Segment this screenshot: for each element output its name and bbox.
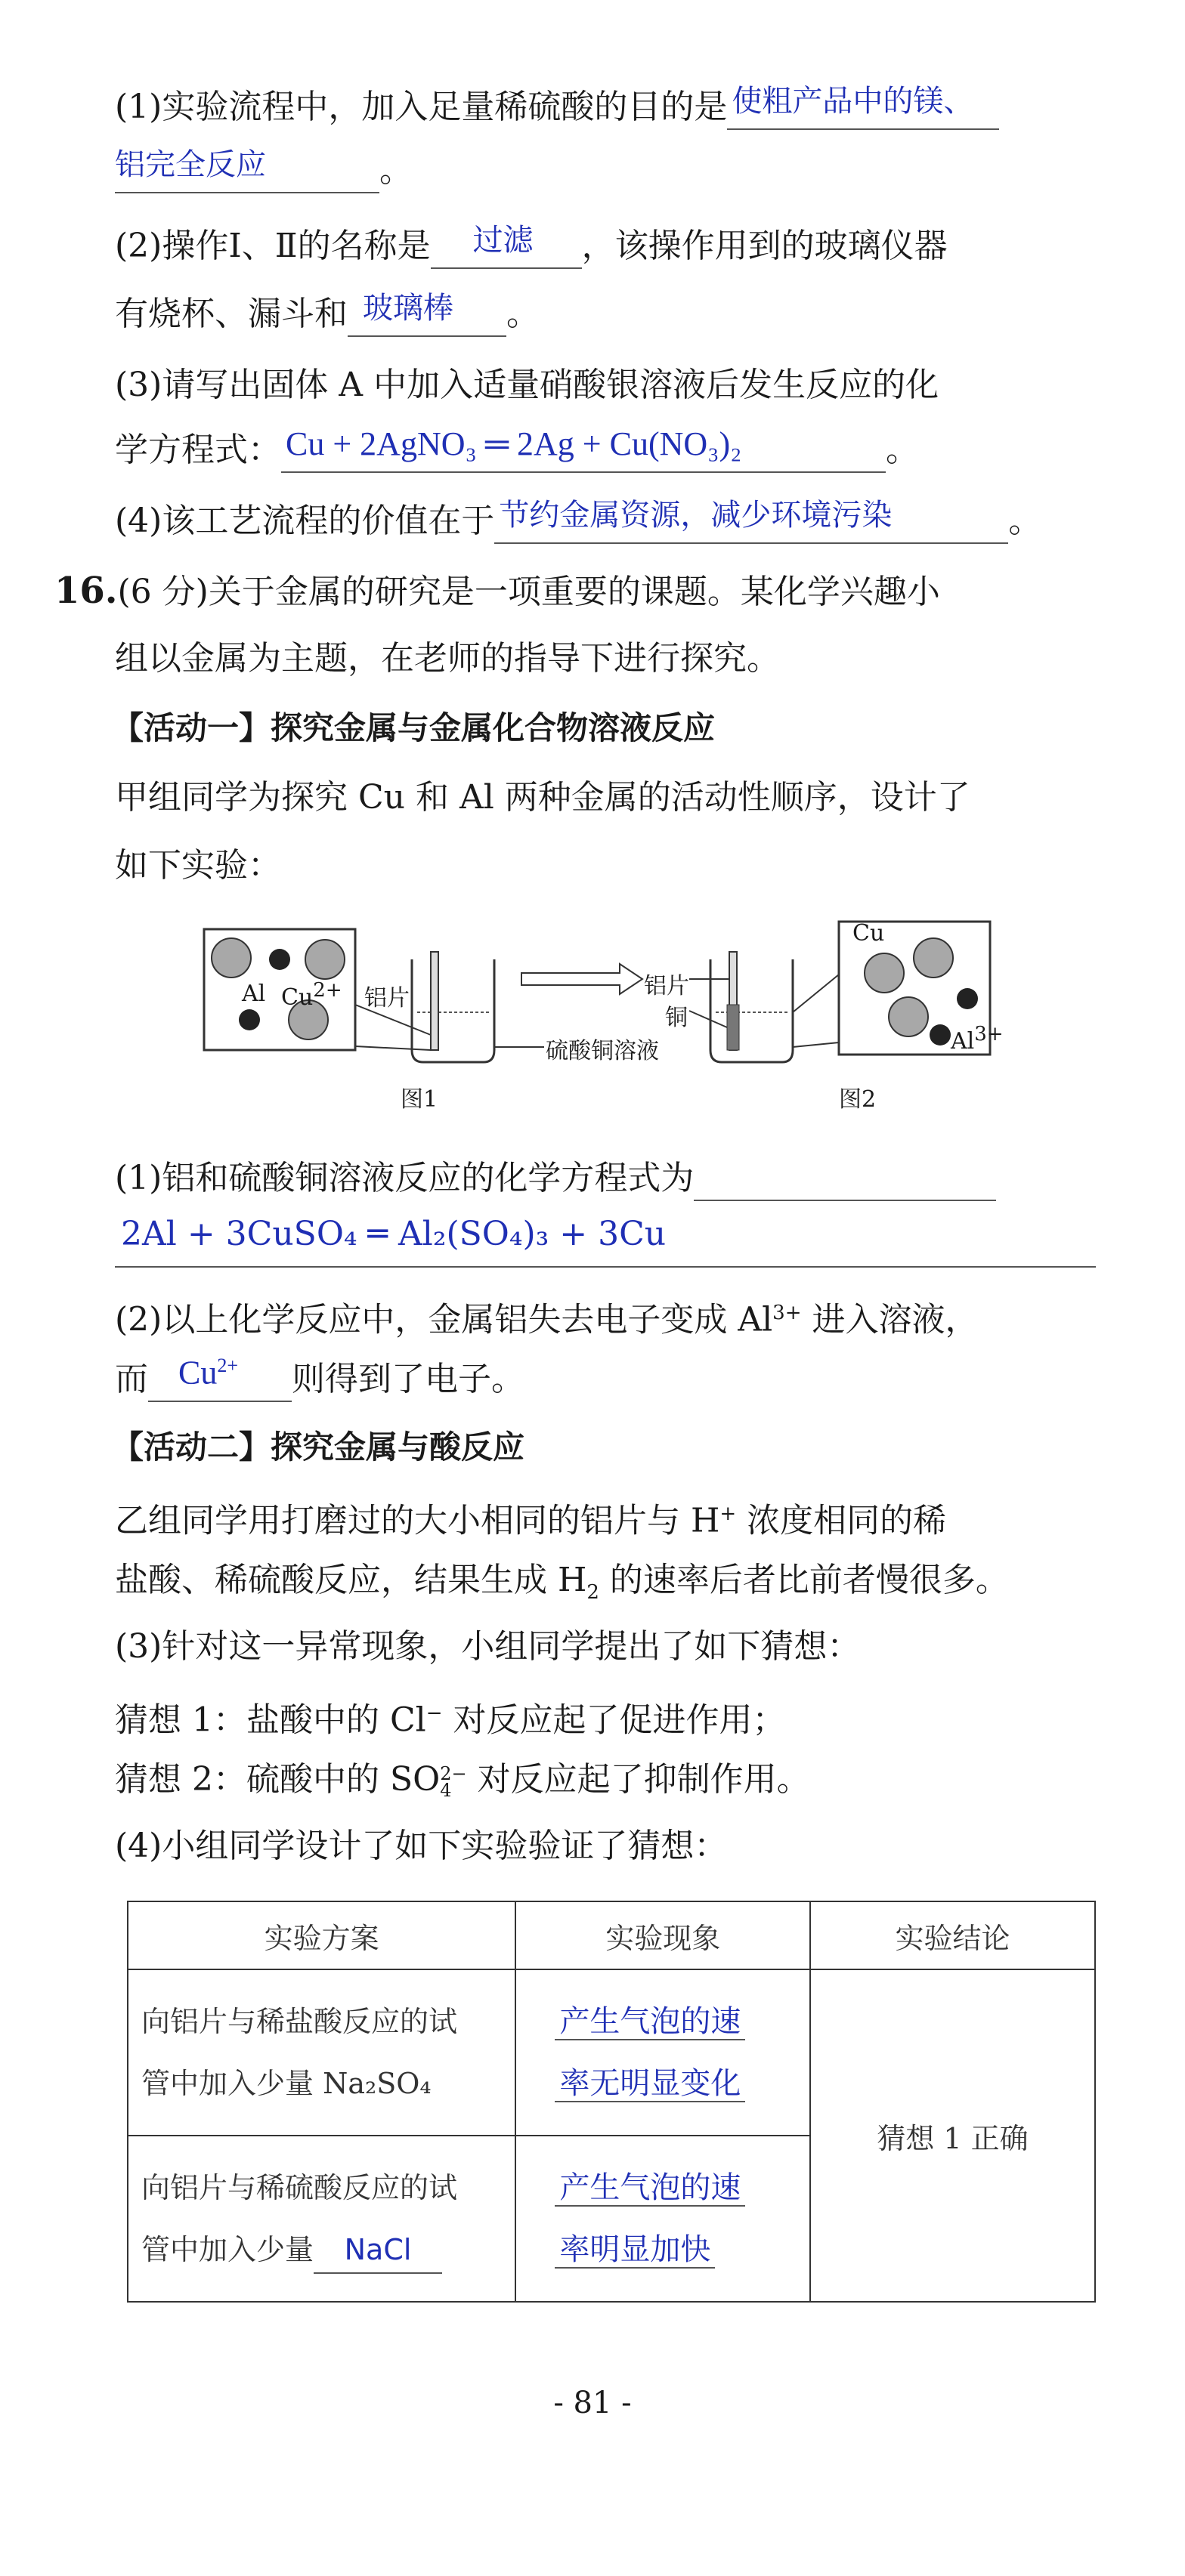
guess1 xyxy=(115,1691,786,1744)
q16-part1-blank-start xyxy=(694,1156,996,1201)
fig2-al3-text: Al xyxy=(951,1028,975,1055)
q16-part2-answer-charge: 2+ xyxy=(217,1354,239,1377)
cu-atom-circle xyxy=(914,938,953,978)
q15-part1-text: (1)实验流程中，加入足量稀硫酸的目的是 xyxy=(115,88,728,126)
reaction-arrow-icon xyxy=(521,964,642,994)
guess2-sup: 2− xyxy=(440,1762,467,1784)
q15-part2-answer2: 玻璃棒 xyxy=(363,291,453,326)
row2-observation-line2 xyxy=(517,2219,809,2281)
table-row xyxy=(128,1969,1095,2136)
aluminum-sheet xyxy=(431,952,438,1050)
fig1-al-label: Al xyxy=(242,981,266,1007)
q16-part2-line1 xyxy=(115,1290,979,1343)
q15-part1-line1 xyxy=(115,85,999,130)
q15-part3-line2 xyxy=(115,425,919,473)
q15-part4-end: 。 xyxy=(1008,502,1042,540)
q15-part1-answer-a: 使粗产品中的镁、 xyxy=(732,84,974,119)
q16-part2-line2 xyxy=(115,1354,524,1402)
al-ion-dot xyxy=(930,1024,951,1046)
row2-observation xyxy=(515,2136,810,2302)
q15-part3-blank xyxy=(281,425,886,473)
q15-part1-end: 。 xyxy=(379,151,413,190)
q15-part3-line2-text: 学方程式： xyxy=(115,431,281,469)
page-number: - 81 - xyxy=(553,2386,632,2420)
al-ion-dot xyxy=(957,988,978,1009)
q15-part3-end: 。 xyxy=(886,431,919,469)
fig1-caption: 图1 xyxy=(401,1086,438,1113)
guess1-text-a: 猜想 1：盐酸中的 Cl xyxy=(115,1700,426,1740)
activity2-text-line1 xyxy=(115,1491,946,1544)
guess2-ion-script xyxy=(440,1762,467,1801)
q16-intro-line1 xyxy=(54,568,940,615)
fig2-cu-label: Cu xyxy=(852,920,885,947)
q16-part1-text: (1)铝和硫酸铜溶液反应的化学方程式为 xyxy=(115,1159,695,1197)
experiment-figure xyxy=(181,914,1013,1141)
q15-part1-blank xyxy=(727,85,999,130)
q15-part1-answer-b: 铝完全反应 xyxy=(115,147,266,182)
q15-part2-blank xyxy=(431,224,582,269)
cu-ion-dot xyxy=(269,949,290,970)
q15-part4-blank xyxy=(494,499,1008,544)
q16-part4-text: (4)小组同学设计了如下实验验证了猜想： xyxy=(115,1827,728,1865)
q16-number: 16. xyxy=(54,570,118,612)
activity2-text-a2: 浓度相同的稀 xyxy=(736,1501,947,1540)
activity2-text-b2: 的速率后者比前者慢很多。 xyxy=(599,1561,1009,1599)
fig2-copper-label: 铜 xyxy=(665,1005,688,1031)
zoom-line xyxy=(355,1046,431,1050)
guess2 xyxy=(115,1757,810,1802)
q15-part2-line2-text: 有烧杯、漏斗和 xyxy=(115,295,348,333)
beaker1 xyxy=(412,959,494,1062)
zoom-line xyxy=(793,974,839,1012)
activity1-text-line2: 如下实验： xyxy=(115,846,281,885)
activity1-heading: 【活动一】探究金属与金属化合物溶液反应 xyxy=(112,709,716,746)
zoom-line xyxy=(793,1042,839,1047)
q16-part2-answer-text: Cu xyxy=(178,1354,218,1391)
cu-ion-dot xyxy=(239,1009,260,1030)
guess2-sub: 4 xyxy=(440,1779,452,1801)
fig2-al3-label xyxy=(951,1023,1004,1055)
conclusion-cell: 猜想 1 正确 xyxy=(810,1969,1095,2302)
al-atom-circle xyxy=(212,938,251,978)
activity2-heading: 【活动二】探究金属与酸反应 xyxy=(112,1429,525,1466)
q16-part2-sup: 3+ xyxy=(772,1302,802,1324)
q15-part2-mid: ，该操作用到的玻璃仪器 xyxy=(581,227,948,265)
q16-part1-answer: 2Al + 3CuSO₄ ═ Al₂(SO₄)₃ + 3Cu xyxy=(121,1215,667,1253)
experiment-table xyxy=(127,1901,1096,2303)
row2-observation-line1 xyxy=(517,2157,809,2219)
fig1-cu2-charge: 2+ xyxy=(313,979,342,1002)
row2-plan-line2 xyxy=(129,2219,514,2281)
table-header-observation: 实验现象 xyxy=(515,1901,810,1969)
q16-part2-line2-text: 而 xyxy=(115,1360,148,1398)
q15-part2-answer: 过滤 xyxy=(472,223,534,258)
q15-part1-blank2 xyxy=(115,148,379,193)
q15-part2-text: (2)操作Ⅰ、Ⅱ的名称是 xyxy=(115,227,431,265)
fig1-cu2-text: Cu xyxy=(281,984,314,1011)
fig2-al3-charge: 3+ xyxy=(974,1023,1004,1046)
row1-observation xyxy=(515,1969,810,2136)
cu-atom-circle xyxy=(865,953,904,993)
row1-observation-line1 xyxy=(517,1991,809,2052)
q15-part1-line2 xyxy=(115,148,413,193)
q16-part3-text: (3)针对这一异常现象，小组同学提出了如下猜想： xyxy=(115,1627,861,1666)
q16-intro-a: (6 分)关于金属的研究是一项重要的课题。某化学兴趣小 xyxy=(117,573,940,611)
q16-part1-answer-line xyxy=(115,1266,1096,1268)
activity2-text-b1: 盐酸、稀硫酸反应，结果生成 H xyxy=(115,1561,587,1599)
copper-deposit xyxy=(727,1005,739,1050)
guess2-text-b: 对反应起了抑制作用。 xyxy=(466,1760,810,1799)
q15-part2-end: 。 xyxy=(506,295,540,333)
row1-observation-answer-a: 产生气泡的速 xyxy=(555,2004,745,2040)
guess1-sup: − xyxy=(425,1702,443,1725)
activity2-h2-sub: 2 xyxy=(586,1580,599,1604)
beaker2 xyxy=(710,959,793,1062)
fig1-al-sheet-label: 铝片 xyxy=(364,985,410,1012)
q15-part4-text: (4)该工艺流程的价值在于 xyxy=(115,502,495,540)
guess2-text-a: 猜想 2：硫酸中的 SO xyxy=(115,1760,441,1799)
copper-label-line xyxy=(689,1011,727,1027)
table-header-row xyxy=(128,1901,1095,1969)
q15-part2-line1 xyxy=(115,224,948,269)
cu-atom-circle xyxy=(889,997,928,1036)
activity2-text-line2 xyxy=(115,1558,1009,1615)
row1-plan xyxy=(128,1969,515,2136)
activity2-hplus-sup: + xyxy=(719,1503,737,1525)
q16-part2-end: 则得到了电子。 xyxy=(292,1360,524,1398)
row2-plan-blank: NaCl xyxy=(314,2227,442,2274)
row2-plan xyxy=(128,2136,515,2302)
activity1-text-line1: 甲组同学为探究 Cu 和 Al 两种金属的活动性顺序，设计了 xyxy=(115,778,970,817)
q16-part2-blank xyxy=(148,1354,292,1402)
fig2-caption: 图2 xyxy=(839,1086,877,1113)
table-header-plan: 实验方案 xyxy=(128,1901,515,1969)
fig1-solution-label: 硫酸铜溶液 xyxy=(546,1038,659,1064)
fig1-cu2-label xyxy=(281,979,342,1011)
row2-plan-line1: 向铝片与稀硫酸反应的试 xyxy=(141,2171,458,2204)
q15-part3-answer: Cu + 2AgNO₃ ═ 2Ag + Cu(NO₃)₂ xyxy=(286,425,742,462)
q15-part3-line1: (3)请写出固体 A 中加入适量硝酸银溶液后发生反应的化 xyxy=(115,366,939,404)
q16-part1-line1 xyxy=(115,1156,996,1201)
al-atom-circle xyxy=(305,940,345,979)
row1-observation-answer-b: 率无明显变化 xyxy=(555,2066,745,2102)
q16-part2-text-b: 进入溶液， xyxy=(801,1300,979,1339)
row1-plan-line2: 管中加入少量 Na₂SO₄ xyxy=(141,2067,432,2100)
row2-plan-text: 管中加入少量 xyxy=(141,2233,314,2266)
activity2-text-a1: 乙组同学用打磨过的大小相同的铝片与 H xyxy=(115,1501,720,1540)
row1-plan-line1: 向铝片与稀盐酸反应的试 xyxy=(141,2005,458,2038)
row2-observation-answer-b: 率明显加快 xyxy=(555,2232,715,2269)
q16-part2-text-a: (2)以上化学反应中，金属铝失去电子变成 Al xyxy=(115,1300,773,1339)
q15-part2-blank2 xyxy=(348,292,506,337)
q16-intro-line2: 组以金属为主题，在老师的指导下进行探究。 xyxy=(115,639,780,678)
table-header-conclusion: 实验结论 xyxy=(810,1901,1095,1969)
row2-observation-answer-a: 产生气泡的速 xyxy=(555,2170,745,2207)
row1-observation-line2 xyxy=(517,2052,809,2114)
fig2-al-sheet-label: 铝片 xyxy=(644,973,689,999)
q16-part2-answer xyxy=(178,1343,238,1396)
q15-part4-line xyxy=(115,499,1041,544)
q15-part4-answer: 节约金属资源，减少环境污染 xyxy=(499,498,893,533)
q15-part2-line2 xyxy=(115,292,540,337)
guess1-text-b: 对反应起了促进作用； xyxy=(442,1700,786,1740)
